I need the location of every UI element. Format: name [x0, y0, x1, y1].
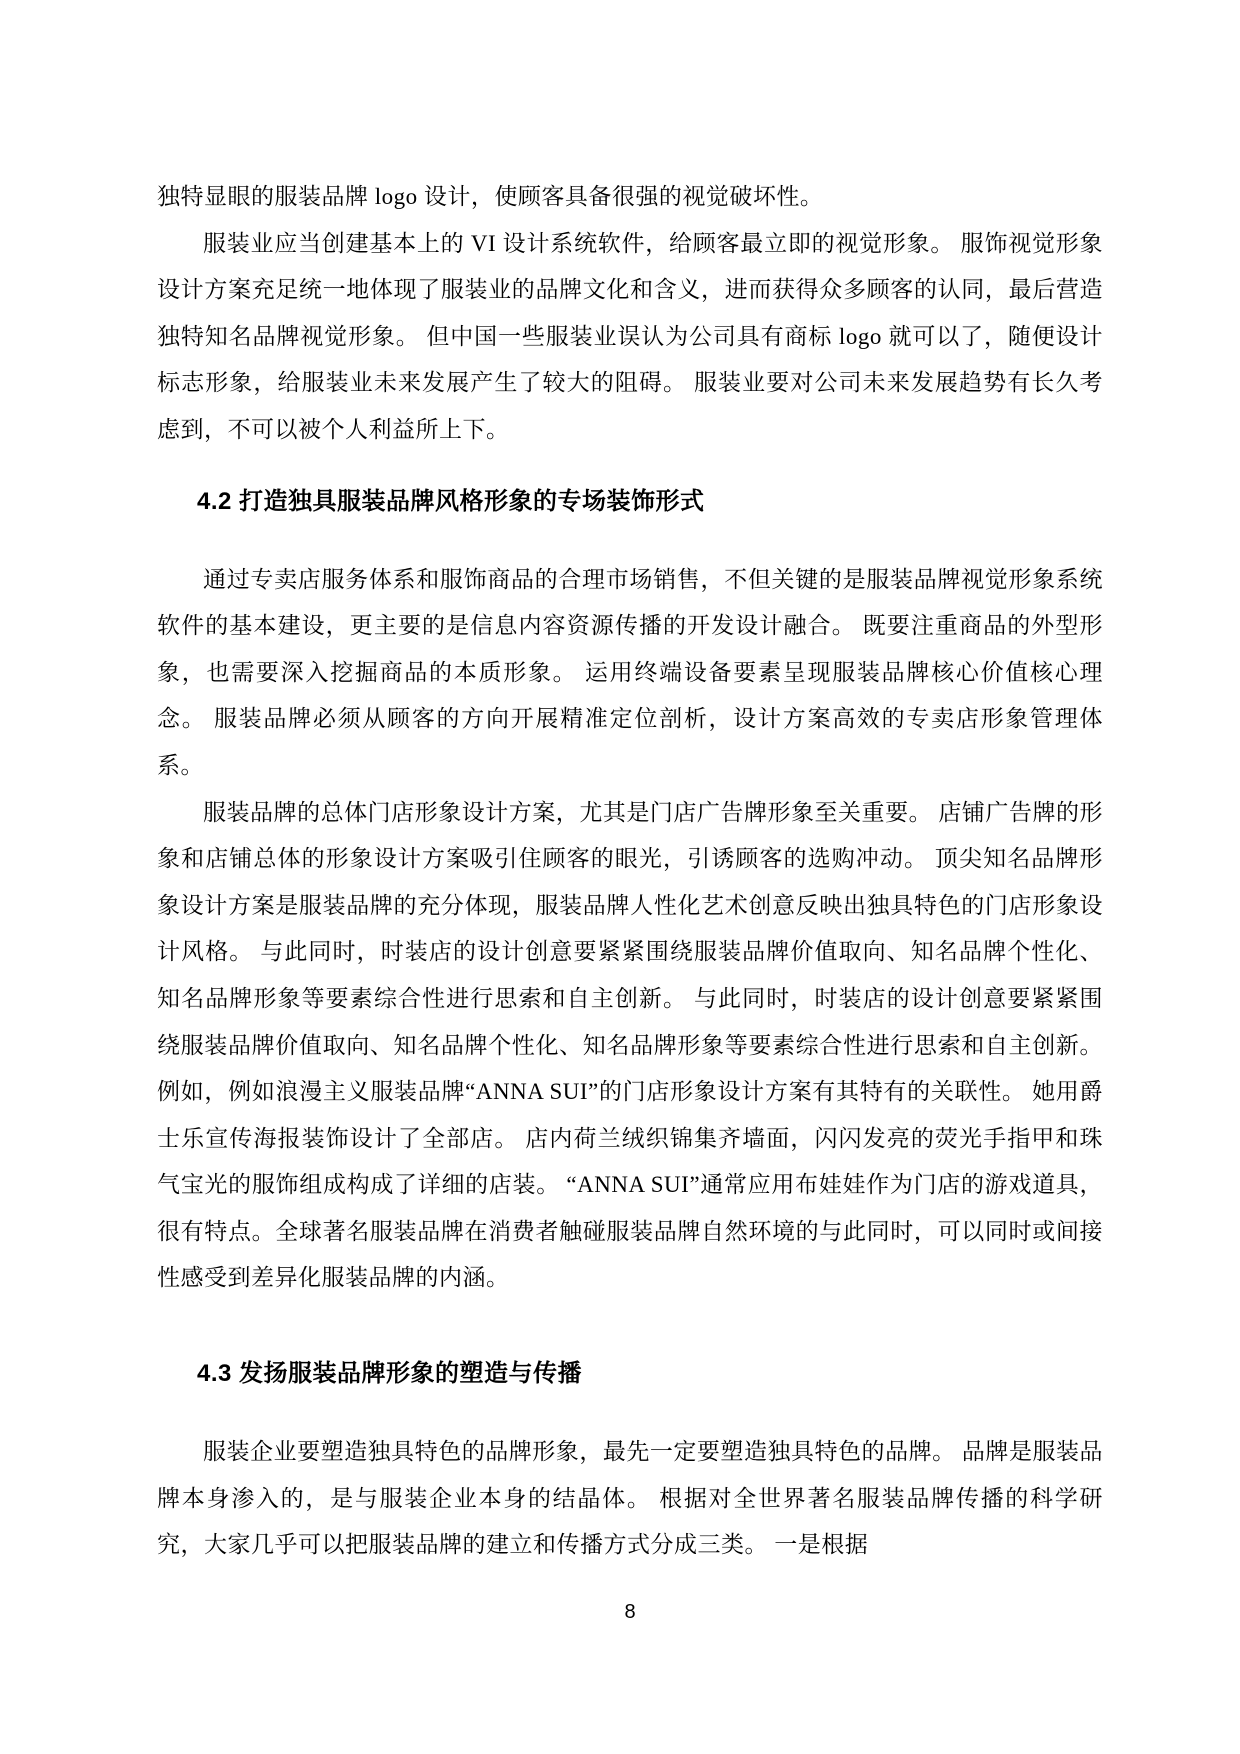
page-number: 8	[624, 1601, 636, 1623]
paragraph-store-system: 通过专卖店服务体系和服饰商品的合理市场销售，不但关键的是服装品牌视觉形象系统软件的基本建设，更主要的是信息内容资源传播的开发设计融合。 既要注重商品的外型形象，也需要深入挖掘商品的本质形象。 运用终端设备要素呈现服装品牌核心价值核心理念。 服装品牌必须从顾客的方向开展精准定位剖析，设计方案高效的专卖店形象管理体系。	[157, 566, 1103, 778]
page-content	[157, 174, 1103, 1569]
section-heading-4-3: 4.3 发扬服装品牌形象的塑造与传播	[197, 1360, 583, 1388]
paragraph-store-image: 服装品牌的总体门店形象设计方案，尤其是门店广告牌形象至关重要。 店铺广告牌的形象和店铺总体的形象设计方案吸引住顾客的眼光，引诱顾客的选购冲动。 顶尖知名品牌形象设计方案是服装品牌的充分体现，服装品牌人性化艺术创意反映出独具特色的门店形象设计风格。 与此同时，时装店的设计创意要紧紧围绕服装品牌价值取向、知名品牌个性化、知名品牌形象等要素综合性进行思索和自主创新。 与此同时，时装店的设计创意要紧紧围绕服装品牌价值取向、知名品牌个性化、知名品牌形象等要素综合性进行思索和自主创新。 例如，例如浪漫主义服装品牌“ANNA SUI”的门店形象设计方案有其特有的关联性。 她用爵士乐宣传海报装饰设计了全部店。 店内荷兰绒织锦集齐墙面，闪闪发亮的荧光手指甲和珠气宝光的服饰组成构成了详细的店装。 “ANNA SUI”通常应用布娃娃作为门店的游戏道具，很有特点。全球著名服装品牌在消费者触碰服装品牌自然环境的与此同时，可以同时或间接性感受到差异化服装品牌的内涵。	[157, 799, 1103, 1291]
paragraph-vi-design: 服装业应当创建基本上的 VI 设计系统软件，给顾客最立即的视觉形象。 服饰视觉形象设计方案充足统一地体现了服装业的品牌文化和含义，进而获得众多顾客的认同，最后营造独特知名品牌视觉形象。 但中国一些服装业误认为公司具有商标 logo 就可以了，随便设计标志形象，给服装业未来发展产生了较大的阻碍。 服装业要对公司未来发展趋势有长久考虑到，不可以被个人利益所上下。	[157, 230, 1103, 442]
paragraph-brand-shaping: 服装企业要塑造独具特色的品牌形象，最先一定要塑造独具特色的品牌。 品牌是服装品牌本身渗入的，是与服装企业本身的结晶体。 根据对全世界著名服装品牌传播的科学研究，大家几乎可以把服装品牌的建立和传播方式分成三类。 一是根据	[157, 1439, 1103, 1558]
section-heading-4-2: 4.2 打造独具服装品牌风格形象的专场装饰形式	[197, 487, 705, 515]
paragraph-continuation: 独特显眼的服装品牌 logo 设计，使顾客具备很强的视觉破坏性。	[157, 184, 824, 209]
